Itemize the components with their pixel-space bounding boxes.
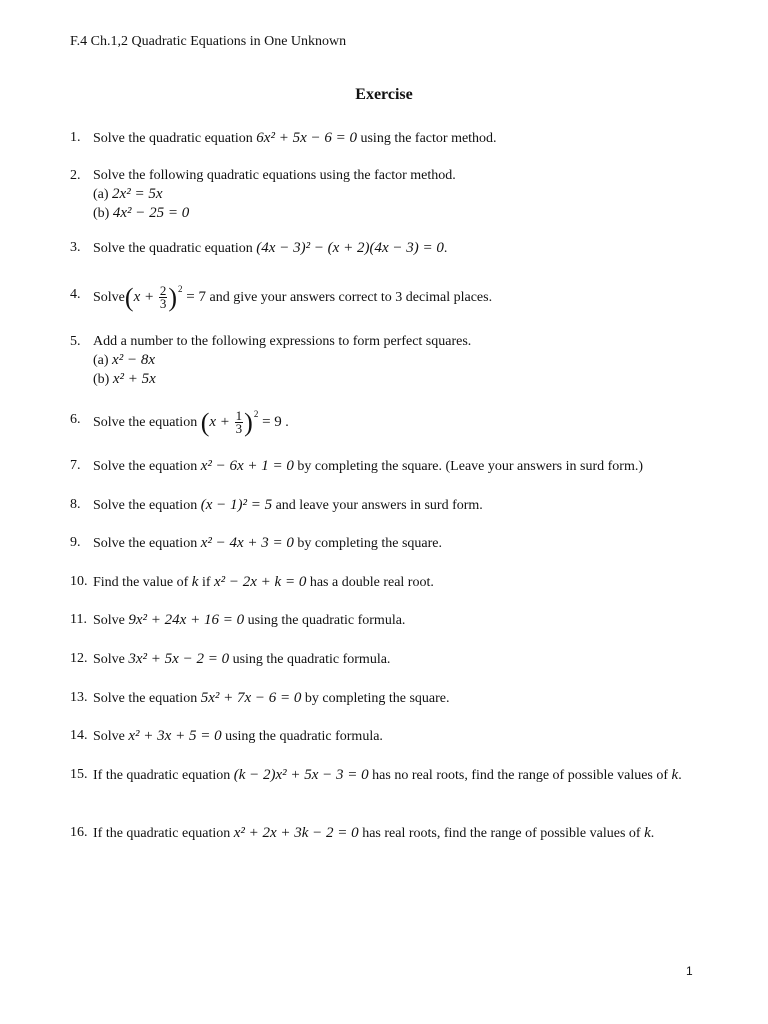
question-5	[70, 333, 700, 389]
question-15	[70, 766, 700, 785]
question-text: Solve the equation	[93, 459, 201, 474]
question-text: has real roots, find the range of possible values of	[358, 826, 645, 841]
question-text: by completing the square. (Leave your answers in surd form.)	[293, 459, 644, 474]
equation: x² − 4x + 3 = 0	[200, 535, 294, 551]
question-12	[70, 650, 700, 669]
question-3	[70, 239, 700, 258]
denominator: 3	[235, 421, 243, 437]
question-16	[70, 824, 700, 843]
square-exponent: 2	[178, 284, 183, 294]
right-paren: )	[244, 408, 253, 437]
question-text: Solve the following quadratic equations using the factor method.	[93, 168, 456, 183]
question-text: using the quadratic formula.	[229, 652, 391, 667]
question-text: using the factor method.	[356, 131, 497, 146]
question-number: 3.	[70, 240, 81, 255]
equation-part: x +	[209, 414, 234, 430]
question-text: has no real roots, find the range of possible values of	[368, 768, 672, 783]
square-exponent: 2	[253, 409, 259, 419]
question-number: 2.	[70, 168, 81, 183]
question-number: 6.	[70, 412, 81, 427]
equation: 9x² + 24x + 16 = 0	[128, 612, 245, 628]
question-text: Solve the equation	[93, 415, 201, 430]
question-text: if	[198, 575, 214, 590]
fraction	[159, 285, 168, 310]
question-number: 10.	[70, 574, 88, 589]
question-text: by completing the square.	[293, 536, 443, 551]
question-text: Solve	[93, 613, 129, 628]
question-text: Solve the equation	[93, 691, 201, 706]
variable-k: k	[191, 574, 199, 590]
question-10	[70, 573, 700, 592]
question-number: 9.	[70, 535, 81, 550]
equation: x² − 2x + k = 0	[214, 574, 307, 590]
left-paren: (	[124, 283, 134, 312]
question-number: 16.	[70, 825, 88, 840]
question-number: 5.	[70, 334, 81, 349]
part-label: (a)	[93, 187, 113, 202]
question-text: by completing the square.	[301, 691, 450, 706]
part-label: (a)	[93, 353, 113, 368]
question-text: .	[443, 241, 448, 256]
numerator: 1	[235, 408, 243, 424]
equation: x² + 5x	[112, 371, 156, 387]
variable-k: k	[671, 767, 679, 783]
equation: 4x² − 25 = 0	[112, 205, 190, 221]
question-text: has a double real root.	[306, 575, 434, 590]
question-text: and give your answers correct to 3 decimal places.	[205, 290, 493, 305]
question-text: .	[678, 768, 682, 783]
question-number: 12.	[70, 651, 88, 666]
question-number: 15.	[70, 767, 88, 782]
question-13	[70, 689, 700, 708]
equation: 3x² + 5x − 2 = 0	[128, 651, 230, 667]
equation: (4x − 3)² − (x + 2)(4x − 3) = 0	[256, 240, 444, 256]
equation: 6x² + 5x − 6 = 0	[256, 130, 357, 146]
denominator: 3	[159, 296, 167, 312]
page-number: 1	[686, 964, 693, 978]
question-text: If the quadratic equation	[93, 826, 234, 841]
question-number: 14.	[70, 728, 88, 743]
equation-part: = 9	[258, 414, 282, 430]
question-2	[70, 167, 700, 223]
left-paren: (	[200, 408, 210, 437]
question-number: 7.	[70, 458, 81, 473]
question-text: .	[650, 826, 655, 841]
question-1	[70, 129, 700, 148]
fraction	[235, 410, 244, 435]
question-text: Solve the equation	[93, 536, 201, 551]
document-header: F.4 Ch.1,2 Quadratic Equations in One Unknown	[70, 34, 347, 49]
question-text: Solve the equation	[93, 498, 201, 513]
equation: x² + 3x + 5 = 0	[128, 728, 222, 744]
question-number: 11.	[70, 612, 87, 627]
question-6	[70, 405, 700, 435]
question-text: Add a number to the following expressions to form perfect squares.	[93, 334, 472, 349]
question-11	[70, 611, 700, 630]
equation: x² − 8x	[112, 352, 155, 368]
question-text: If the quadratic equation	[93, 768, 234, 783]
equation: 2x² = 5x	[112, 186, 163, 202]
question-text: .	[281, 415, 289, 430]
equation: (x − 1)² = 5	[200, 497, 273, 513]
question-4	[70, 280, 700, 310]
equation: x² − 6x + 1 = 0	[200, 458, 294, 474]
right-paren: )	[168, 283, 178, 312]
question-8	[70, 496, 700, 515]
question-text: using the quadratic formula.	[244, 613, 406, 628]
question-text: Solve	[93, 290, 125, 305]
part-label: (b)	[93, 372, 113, 387]
equation: 5x² + 7x − 6 = 0	[200, 690, 302, 706]
question-text: Find the value of	[93, 575, 192, 590]
part-label: (b)	[93, 206, 113, 221]
equation-part: x +	[133, 289, 158, 305]
question-text: and leave your answers in surd form.	[272, 498, 483, 513]
question-text: Solve	[93, 729, 129, 744]
equation: (k − 2)x² + 5x − 3 = 0	[233, 767, 369, 783]
question-text: Solve	[93, 652, 129, 667]
question-text: Solve the quadratic equation	[93, 241, 257, 256]
question-text: using the quadratic formula.	[221, 729, 383, 744]
question-text: Solve the quadratic equation	[93, 131, 257, 146]
question-14	[70, 727, 700, 746]
question-number: 4.	[70, 287, 81, 302]
equation: x² + 2x + 3k − 2 = 0	[233, 825, 359, 841]
question-9	[70, 534, 700, 553]
question-number: 8.	[70, 497, 81, 512]
equation-part: = 7	[182, 289, 206, 305]
variable-k: k	[644, 825, 651, 841]
exercise-title: Exercise	[355, 86, 413, 103]
question-number: 13.	[70, 690, 88, 705]
question-number: 1.	[70, 130, 81, 145]
numerator: 2	[159, 283, 167, 299]
question-7	[70, 457, 700, 476]
